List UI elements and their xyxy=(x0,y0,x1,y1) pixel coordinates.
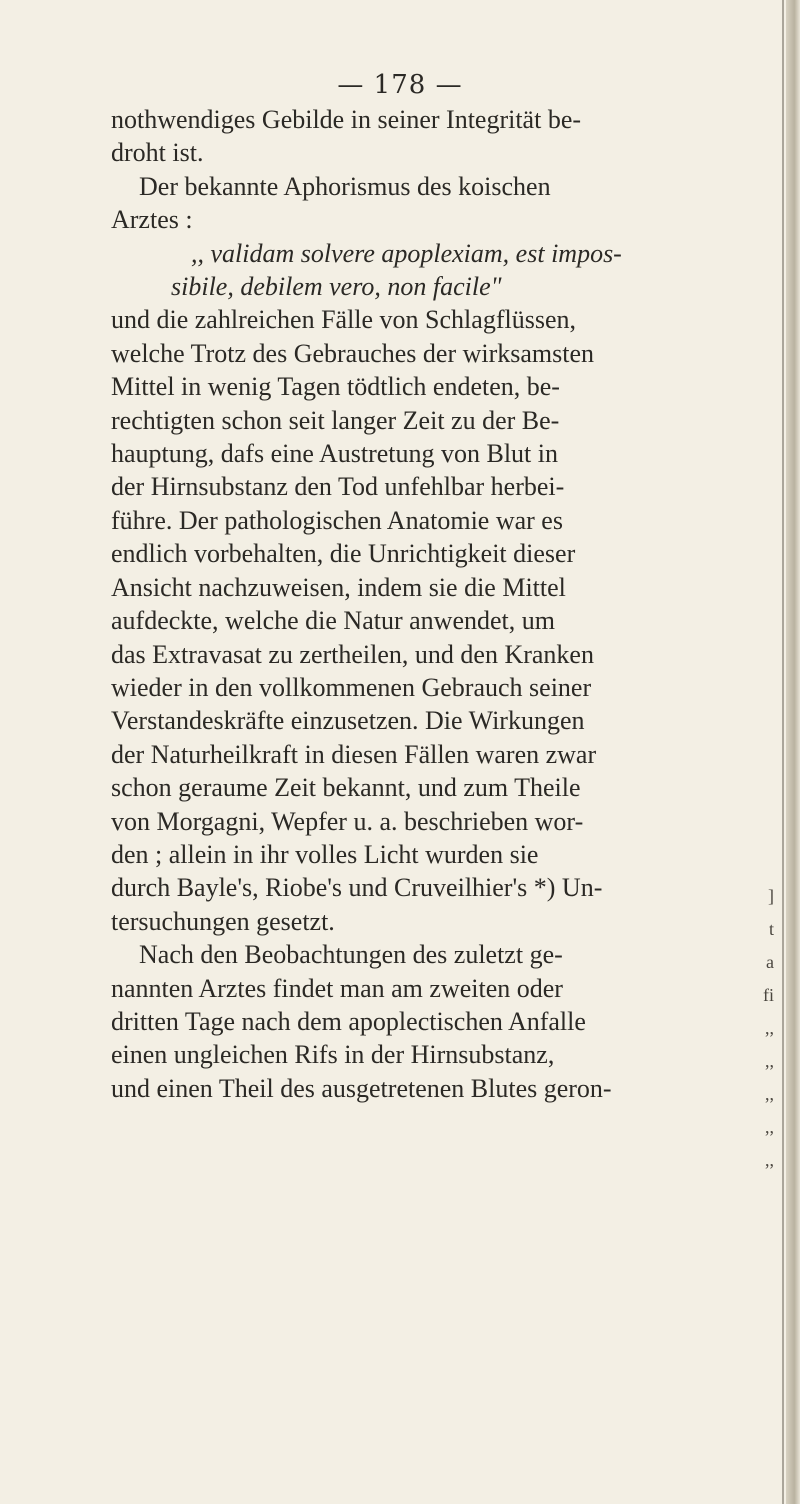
text-line: nothwendiges Gebilde in seiner Integrität be- xyxy=(111,105,582,134)
text-line: wieder in den vollkommenen Gebrauch seiner xyxy=(111,672,592,702)
text-line: Verstandeskräfte einzusetzen. Die Wirkungen xyxy=(111,706,585,736)
text-line: der Naturheilkraft in diesen Fällen waren zwar xyxy=(111,739,597,769)
text-line: hauptung, dafs eine Austretung von Blut in xyxy=(111,439,559,469)
text-line: und einen Theil des ausgetretenen Blutes geron- xyxy=(111,1073,612,1103)
margin-mark: ,, xyxy=(765,1018,774,1038)
margin-mark: ,, xyxy=(765,1150,774,1170)
body-text xyxy=(111,103,761,1105)
text-line: von Morgagni, Wepfer u. a. beschrieben wor- xyxy=(111,806,584,836)
margin-mark: ,, xyxy=(765,1084,774,1104)
text-line: aufdeckte, welche die Natur anwendet, um xyxy=(111,606,555,636)
margin-mark: ,, xyxy=(765,1051,774,1071)
text-line: durch Bayle's, Riobe's und Cruveilhier's *) Un- xyxy=(111,873,603,903)
text-line: Mittel in wenig Tagen tödtlich endeten, be- xyxy=(111,372,560,402)
margin-mark: t xyxy=(768,919,774,939)
text-line: tersuchungen gesetzt. xyxy=(111,906,335,936)
page-edge-line xyxy=(782,0,784,1504)
margin-marks xyxy=(763,880,774,1177)
text-line: das Extravasat zu zertheilen, und den Kranken xyxy=(111,639,594,669)
margin-mark: a xyxy=(766,952,774,972)
text-line: rechtigten schon seit langer Zeit zu der Be- xyxy=(111,405,560,435)
quote-line: sibile, debilem vero, non facile" xyxy=(171,272,502,302)
text-line: der Hirnsubstanz den Tod unfehlbar herbei- xyxy=(111,472,565,502)
text-line: den ; allein in ihr volles Licht wurden sie xyxy=(111,839,539,869)
text-line: welche Trotz des Gebrauches der wirksamsten xyxy=(111,338,595,368)
text-line: dritten Tage nach dem apoplectischen Anfalle xyxy=(111,1006,586,1036)
margin-mark: ] xyxy=(768,886,774,906)
quote-line: ,, validam solvere apoplexiam, est impos- xyxy=(191,238,622,268)
text-line: einen ungleichen Rifs in der Hirnsubstanz, xyxy=(111,1040,555,1070)
text-line: Nach den Beobachtungen des zuletzt ge- xyxy=(139,940,563,970)
margin-mark: ,, xyxy=(765,1117,774,1137)
text-line: schon geraume Zeit bekannt, und zum Theile xyxy=(111,773,581,803)
margin-mark: fi xyxy=(763,985,774,1005)
text-line: Der bekannte Aphorismus des koischen xyxy=(139,171,551,201)
page-number: — 178 — xyxy=(337,70,463,100)
text-line: und die zahlreichen Fälle von Schlagflüssen, xyxy=(111,305,576,335)
text-line: nannten Arztes findet man am zweiten oder xyxy=(111,973,563,1003)
text-line: führe. Der pathologischen Anatomie war es xyxy=(111,505,563,535)
text-line: droht ist. xyxy=(111,138,204,168)
page-edge xyxy=(786,0,800,1504)
text-line: Arztes : xyxy=(111,205,193,235)
text-line: endlich vorbehalten, die Unrichtigkeit dieser xyxy=(111,539,576,569)
text-line: Ansicht nachzuweisen, indem sie die Mittel xyxy=(111,572,566,602)
